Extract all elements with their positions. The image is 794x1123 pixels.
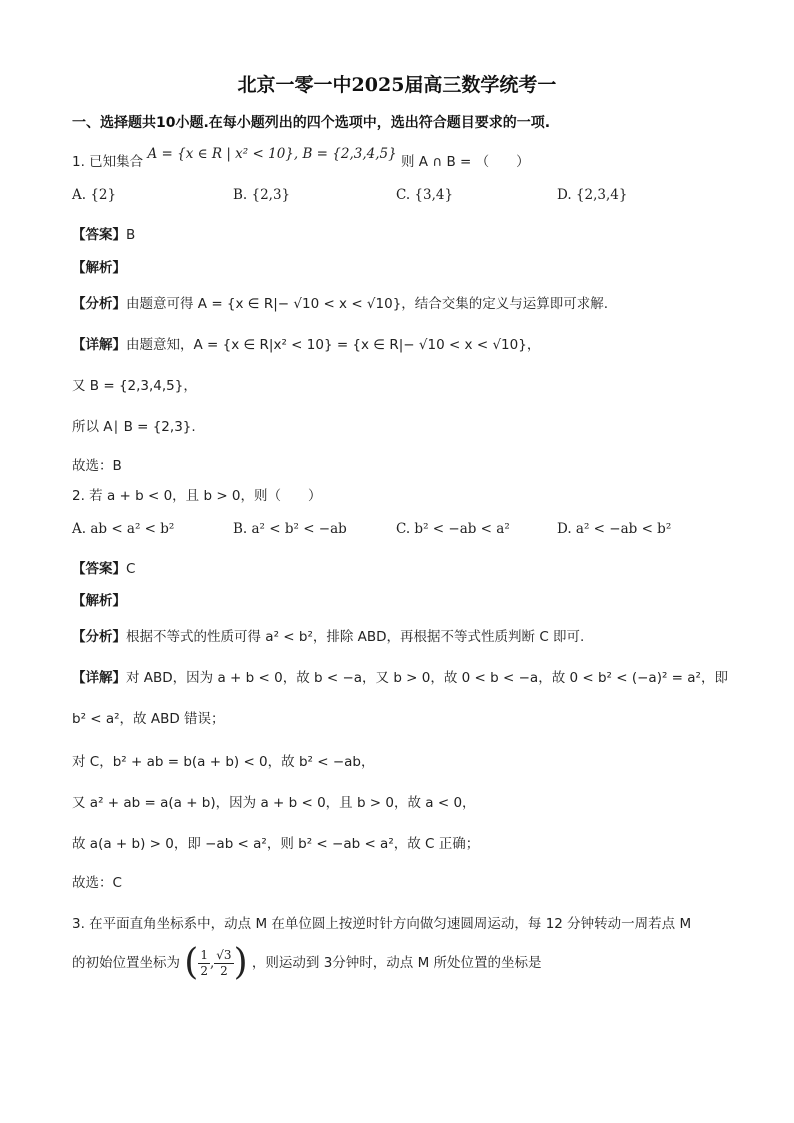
q1-set-b: , B = {2,3,4,5}: [293, 146, 397, 162]
q1-xiangjie: 由题意知，A = {x ∈ R|x² < 10} = {x ∈ R|− √10 < x < √10}，: [126, 337, 541, 353]
q2-option-d: D. a² < −ab < b²: [557, 521, 672, 537]
q2-option-a: A. ab < a² < b²: [72, 521, 175, 537]
q2-analysis-tag: [72, 589, 126, 609]
q1-line-b: 又 B = {2,3,4,5}，: [72, 378, 197, 394]
q1-fenxi: 由题意可得 A = {x ∈ R|− √10 < x < √10}，结合交集的定义与运算即可求解.: [126, 296, 609, 312]
q3-line-2-suffix: ，则运动到 3分钟时，动点 M 所处位置的坐标是: [251, 955, 542, 971]
q1-stem-prefix: 1. 已知集合: [72, 154, 144, 170]
q1-answer: B: [126, 227, 136, 243]
analysis-tag: 【解析】: [72, 260, 126, 276]
q2-option-b: B. a² < b² < −ab: [233, 521, 347, 537]
q2-fenxi: 根据不等式的性质可得 a² < b²，排除 ABD，再根据不等式性质判断 C 即可.: [126, 629, 585, 645]
q2-line-5: 故 a(a + b) > 0，即 −ab < a²，则 b² < −ab < a²，故 C 正确；: [72, 836, 480, 852]
q2-answer: C: [126, 561, 136, 577]
q1-option-b: B. {2,3}: [233, 187, 291, 203]
q1-fenxi-line: [72, 292, 608, 312]
question-1-stem: [72, 146, 530, 170]
q1-option-c: C. {3,4}: [396, 187, 454, 203]
fraction-root3-half: $\frac{√3}{2}$: [216, 947, 232, 978]
section-heading: 一、选择题共10小题.在每小题列出的四个选项中，选出符合题目要求的一项.: [72, 115, 551, 131]
left-paren: (: [184, 942, 199, 983]
right-paren: ): [233, 942, 248, 983]
q2-xiangjie: 对 ABD，因为 a + b < 0，故 b < −a，又 b > 0，故 0 < b < −a，故 0 < b² < (−a)² = a²，即: [126, 670, 728, 686]
xiangjie-tag: 【详解】: [72, 337, 126, 353]
q1-choice: 故选：B: [72, 458, 122, 474]
analysis-tag: 【解析】: [72, 593, 126, 609]
q2-line-3: 对 C，b² + ab = b(a + b) < 0，故 b² < −ab，: [72, 754, 375, 770]
q2-line-2: b² < a²，故 ABD 错误；: [72, 711, 225, 727]
question-3-line-1: 3. 在平面直角坐标系中，动点 M 在单位圆上按逆时针方向做匀速圆周运动，每 12 分钟转动一周若点 M: [72, 916, 692, 932]
q2-option-c: C. b² < −ab < a²: [396, 521, 510, 537]
answer-tag: 【答案】: [72, 561, 126, 577]
fenxi-tag: 【分析】: [72, 629, 126, 645]
fraction-one-half: $\frac{1}{2}$: [200, 947, 208, 978]
q1-analysis-tag: [72, 256, 126, 276]
q2-fenxi-line: [72, 625, 584, 645]
q1-option-d: D. {2,3,4}: [557, 187, 628, 203]
q1-option-a: A. {2}: [72, 187, 117, 203]
q1-stem-suffix: 则 A ∩ B = （ ）: [400, 154, 530, 170]
q2-answer-line: [72, 557, 135, 577]
comma: ,: [209, 955, 215, 971]
page-title: 北京一零一中2025届高三数学统考一: [237, 74, 557, 96]
q2-xiangjie-line: [72, 666, 728, 686]
q1-answer-line: [72, 223, 135, 243]
question-2-stem: 2. 若 a + b < 0，且 b > 0，则（ ）: [72, 488, 322, 504]
q1-xiangjie-line: [72, 333, 540, 353]
q1-line-so: 所以 A∣ B = {2,3}.: [72, 419, 196, 435]
q3-line-2-prefix: 的初始位置坐标为: [72, 955, 180, 971]
xiangjie-tag: 【详解】: [72, 670, 126, 686]
q2-choice: 故选：C: [72, 875, 122, 891]
fenxi-tag: 【分析】: [72, 296, 126, 312]
question-3-line-2: [72, 942, 542, 983]
q1-set-a: A = {x ∈ R | x² < 10}: [147, 146, 294, 162]
answer-tag: 【答案】: [72, 227, 126, 243]
q2-line-4: 又 a² + ab = a(a + b)，因为 a + b < 0，且 b > 0，故 a < 0，: [72, 795, 476, 811]
